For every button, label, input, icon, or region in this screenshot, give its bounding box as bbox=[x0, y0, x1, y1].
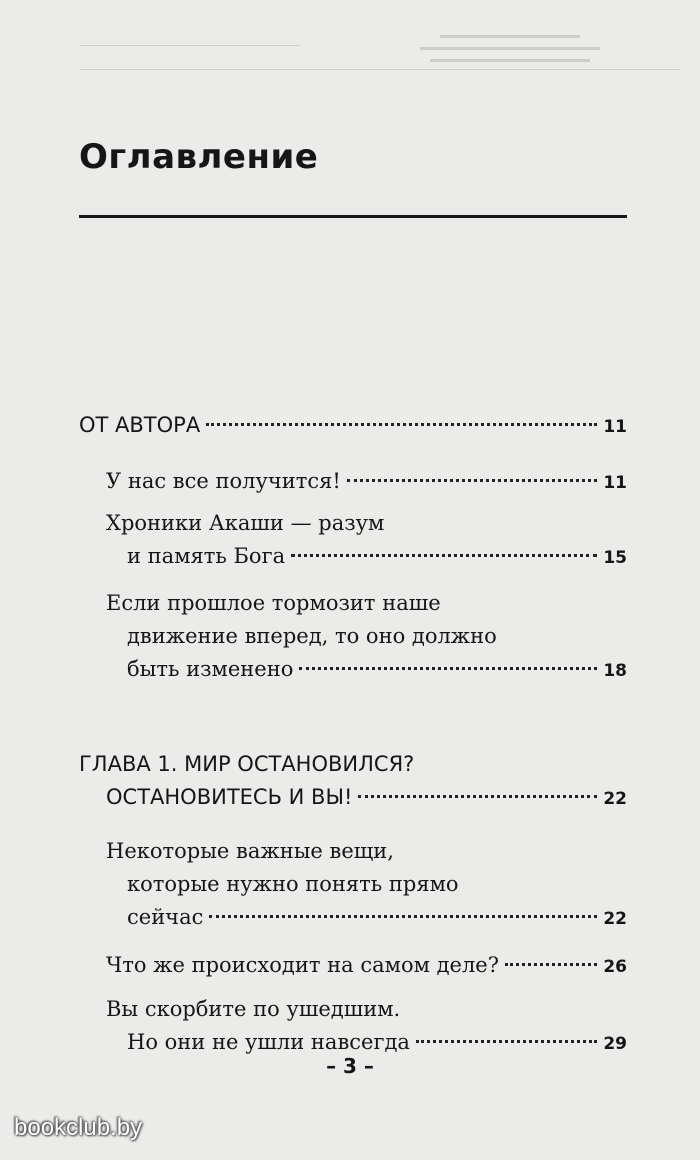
toc-page-number: 15 bbox=[603, 548, 627, 568]
toc-entry-nekotorye-vazhnye-veshchi bbox=[0, 835, 700, 936]
toc-page-number: 26 bbox=[603, 957, 627, 977]
toc-entry-text: Что же происходит на самом деле? bbox=[106, 953, 499, 977]
toc-page-number: 29 bbox=[603, 1034, 627, 1054]
dot-leader bbox=[358, 795, 597, 798]
toc-page-number: 11 bbox=[603, 417, 627, 437]
dot-leader bbox=[291, 554, 597, 557]
toc-entry-glava-1 bbox=[0, 748, 700, 816]
toc-entry-chto-zhe-proishodit bbox=[0, 949, 700, 984]
toc-entry-esli-proshloe bbox=[0, 587, 700, 688]
toc-entry-text: ОСТАНОВИТЕСЬ И ВЫ! bbox=[106, 785, 353, 809]
toc-entry-text: Но они не ушли навсегда bbox=[127, 1030, 410, 1054]
toc-entry-u-nas-vse-poluchitsya bbox=[0, 465, 700, 500]
toc-entry-text: движение вперед, то оно должно bbox=[127, 624, 497, 648]
dot-leader bbox=[206, 423, 597, 426]
dot-leader bbox=[505, 963, 597, 966]
toc-page-number: 22 bbox=[603, 789, 627, 809]
site-watermark: bookclub.by bbox=[14, 1114, 143, 1141]
toc-page-number: 11 bbox=[603, 473, 627, 493]
dot-leader bbox=[299, 667, 597, 670]
toc-entry-text: ОТ АВТОРА bbox=[79, 413, 201, 437]
dot-leader bbox=[347, 479, 598, 482]
page-title: Оглавление bbox=[79, 137, 319, 177]
dot-leader bbox=[209, 915, 597, 918]
page-folio: – 3 – bbox=[326, 1054, 374, 1078]
toc-entry-text: ГЛАВА 1. МИР ОСТАНОВИЛСЯ? bbox=[79, 752, 415, 776]
toc-entry-text: сейчас bbox=[127, 905, 204, 929]
toc-page-number: 22 bbox=[603, 909, 627, 929]
dot-leader bbox=[416, 1040, 597, 1043]
toc-entry-text: быть изменено bbox=[127, 657, 294, 681]
toc-entry-ot-avtora bbox=[0, 409, 700, 444]
title-underline bbox=[79, 215, 627, 218]
toc-entry-text: которые нужно понять прямо bbox=[127, 872, 459, 896]
toc-entry-text: Если прошлое тормозит наше bbox=[106, 591, 441, 615]
toc-entry-text: Вы скорбите по ушедшим. bbox=[106, 997, 401, 1021]
toc-entry-hroniki-akashi bbox=[0, 507, 700, 575]
toc-entry-text: Некоторые важные вещи, bbox=[106, 839, 394, 863]
toc-entry-vy-skorbite bbox=[0, 993, 700, 1061]
toc-page-number: 18 bbox=[603, 661, 627, 681]
bleed-through-texture bbox=[60, 25, 680, 105]
toc-entry-text: У нас все получится! bbox=[106, 469, 341, 493]
toc-entry-text: и память Бога bbox=[127, 544, 286, 568]
toc-entry-text: Хроники Акаши — разум bbox=[106, 511, 385, 535]
